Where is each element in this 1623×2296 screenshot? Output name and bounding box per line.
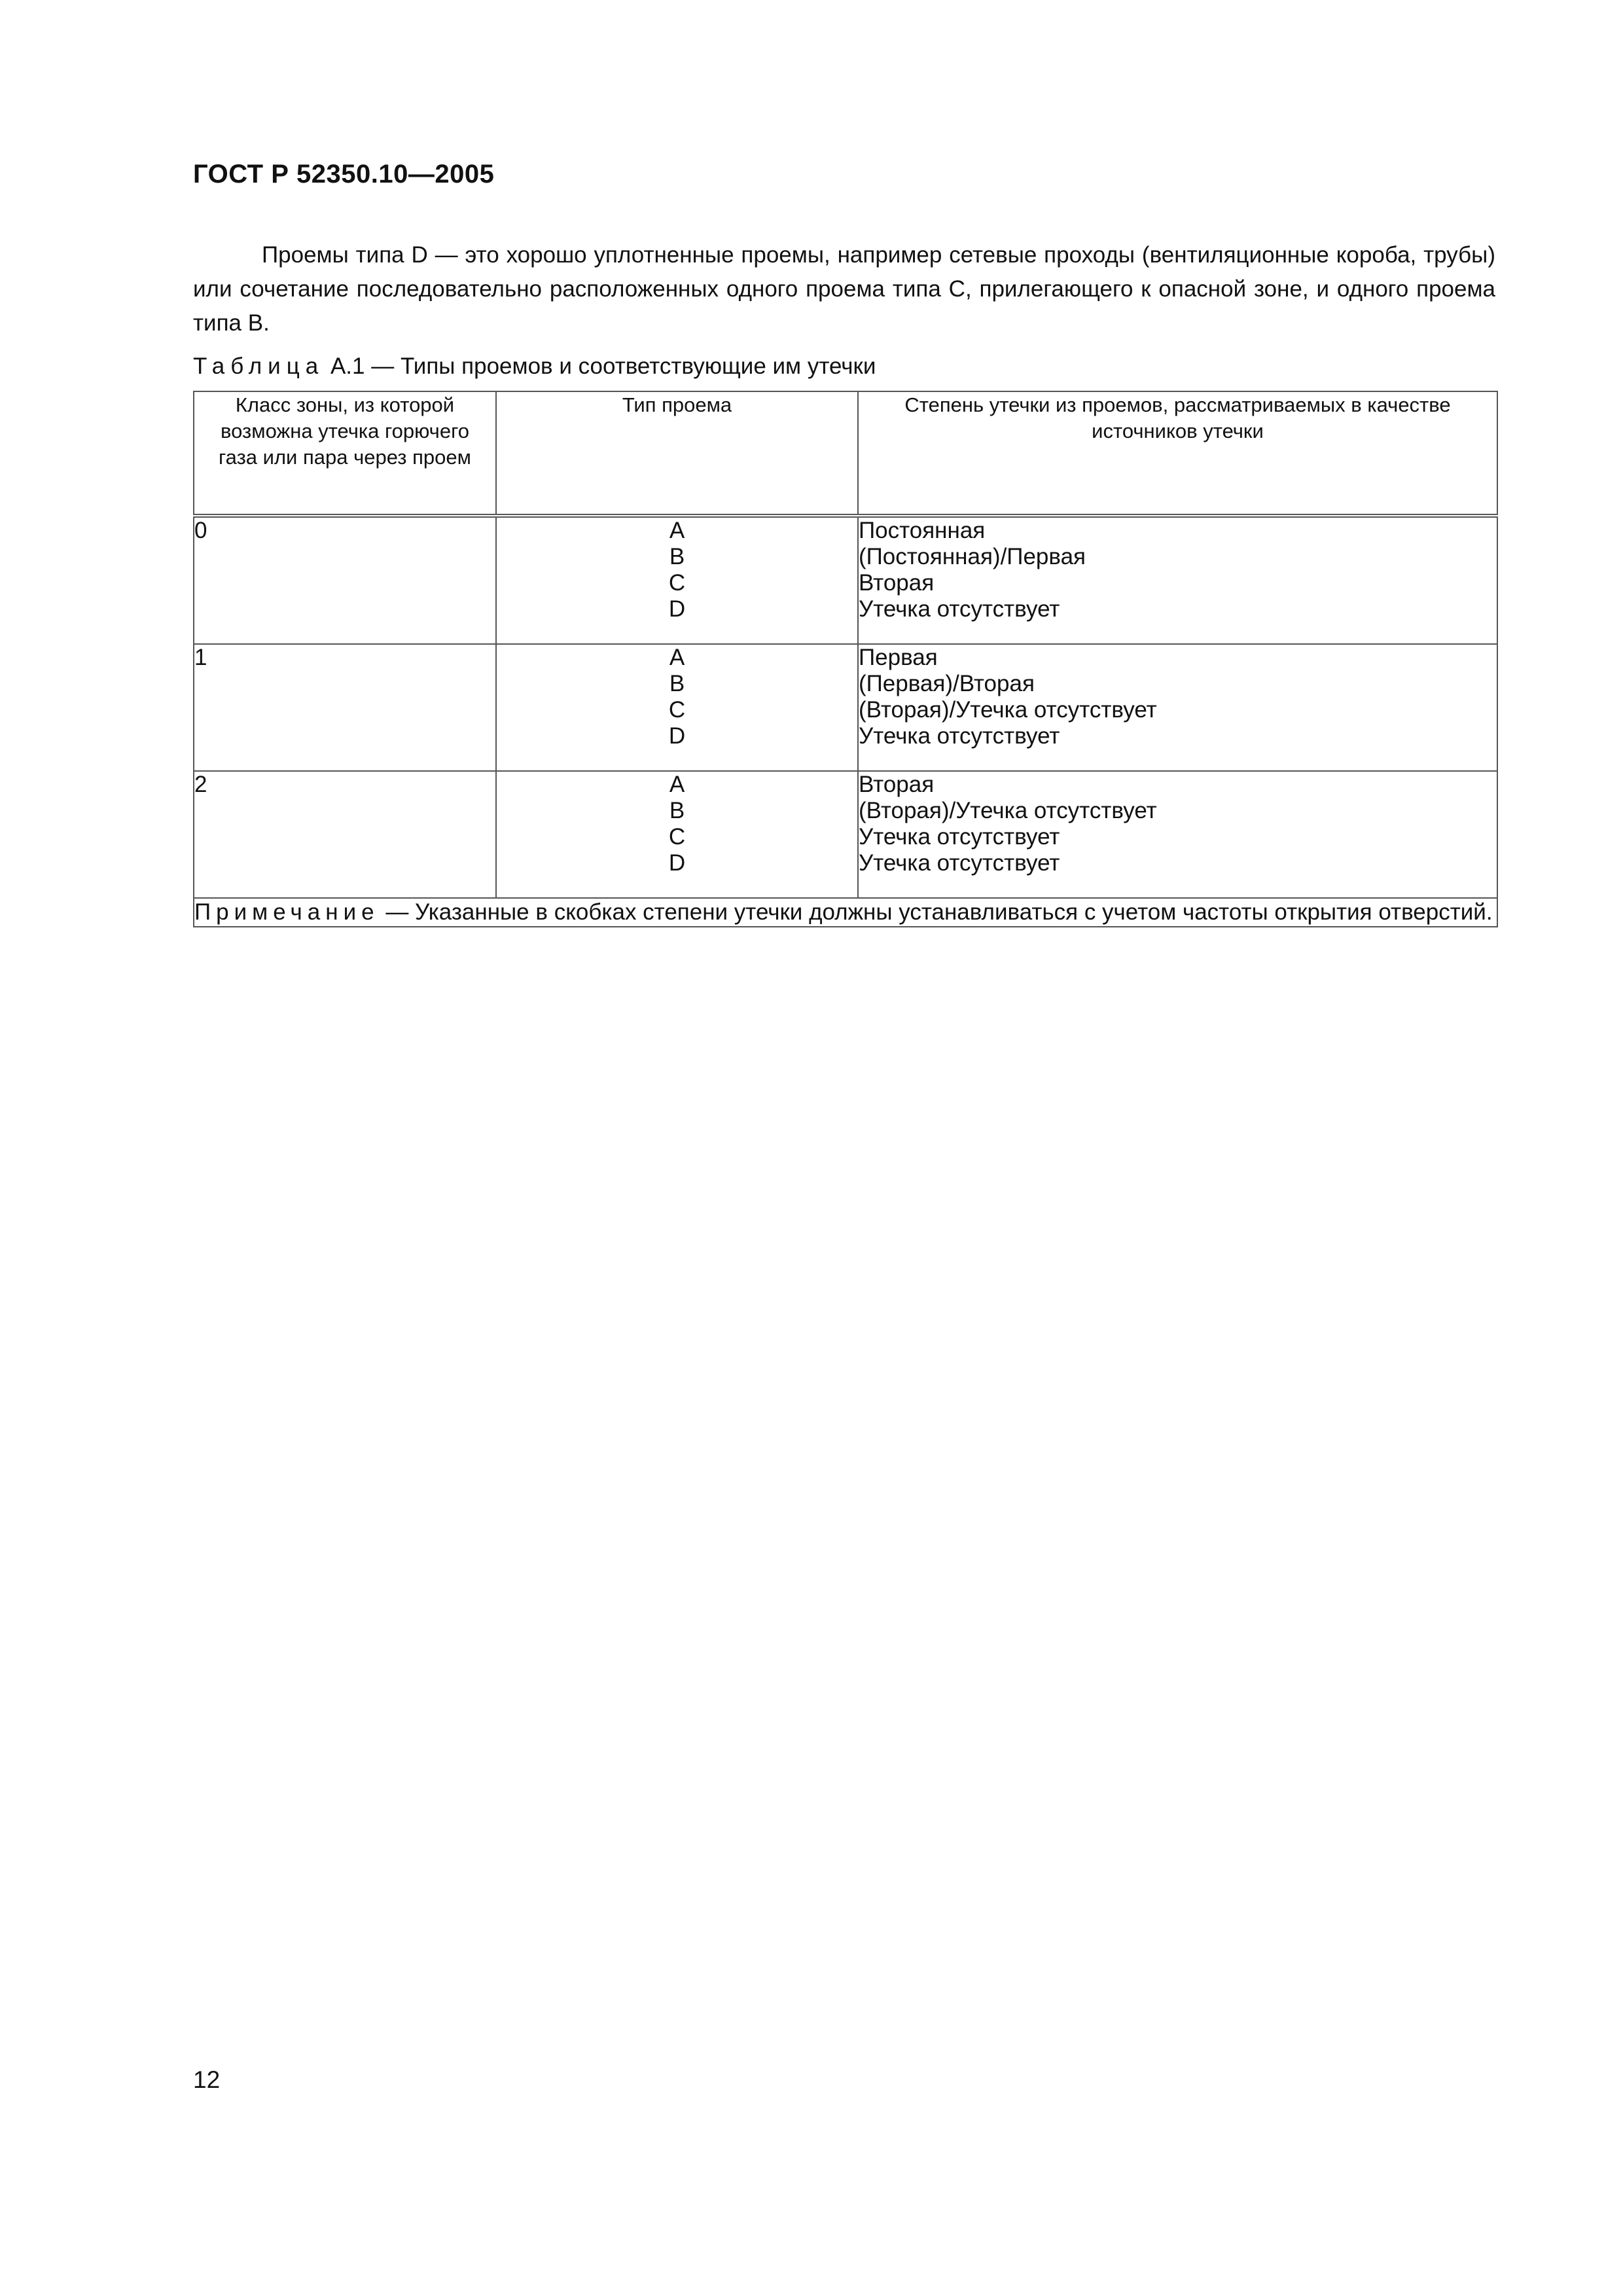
levels-cell xyxy=(858,771,1497,898)
column-header-leak-level-text: Степень утечки из проемов, рассматриваемых в качестве источников утечки xyxy=(904,393,1451,442)
type-value: A xyxy=(669,518,685,543)
document-code: ГОСТ Р 52350.10—2005 xyxy=(193,160,495,188)
table-row xyxy=(194,644,1497,771)
table-note xyxy=(194,898,1497,927)
column-header-zone-class-text: Класс зоны, из которой возможна утечка горючего газа или пара через проем xyxy=(219,393,471,469)
zone-cell: 0 xyxy=(194,516,496,644)
column-header-zone-class xyxy=(194,391,496,516)
types-cell xyxy=(496,516,858,644)
levels-cell xyxy=(858,516,1497,644)
table-header-row xyxy=(194,391,1497,516)
level-value: Утечка отсутствует xyxy=(859,723,1060,749)
table-row xyxy=(194,516,1497,644)
level-value: Первая xyxy=(859,645,938,670)
type-value: A xyxy=(669,772,685,797)
table-note-label: Примечание xyxy=(194,899,380,925)
level-value: Вторая xyxy=(859,772,935,797)
level-value: (Постоянная)/Первая xyxy=(859,544,1086,569)
body-paragraph: Проемы типа D — это хорошо уплотненные проемы, например сетевые проходы (вентиляционные короба, трубы) или сочетание последовательно расположенных одного проема типа C, прилегающего к опасной зоне, и одного проема типа B. xyxy=(193,242,1495,336)
column-header-opening-type xyxy=(496,391,858,516)
level-value: Утечка отсутствует xyxy=(859,824,1060,850)
types-cell xyxy=(496,644,858,771)
type-value: A xyxy=(669,645,685,670)
type-value: C xyxy=(668,697,686,723)
zone-cell: 1 xyxy=(194,644,496,771)
column-header-leak-level xyxy=(858,391,1497,516)
table-caption xyxy=(193,353,876,380)
level-value: (Вторая)/Утечка отсутствует xyxy=(859,697,1157,723)
zone-cell: 2 xyxy=(194,771,496,898)
level-value: Постоянная xyxy=(859,518,986,543)
table-caption-label: Таблица xyxy=(193,353,325,379)
table-note-row xyxy=(194,898,1497,927)
type-value: D xyxy=(668,723,686,749)
level-value: Вторая xyxy=(859,570,935,596)
level-value: Утечка отсутствует xyxy=(859,596,1060,622)
level-value: (Вторая)/Утечка отсутствует xyxy=(859,798,1157,823)
table-caption-text: А.1 — Типы проемов и соответствующие им утечки xyxy=(324,353,876,379)
type-value: D xyxy=(668,596,686,622)
type-value: C xyxy=(668,824,686,850)
type-value: B xyxy=(669,671,685,696)
type-value: D xyxy=(668,850,686,876)
types-cell xyxy=(496,771,858,898)
table-note-text: — Указанные в скобках степени утечки должны устанавливаться с учетом частоты открытия отверстий. xyxy=(379,899,1493,925)
leak-types-table xyxy=(193,391,1498,927)
type-value: B xyxy=(669,798,685,823)
column-header-opening-type-text: Тип проема xyxy=(622,393,732,416)
level-value: (Первая)/Вторая xyxy=(859,671,1035,696)
levels-cell xyxy=(858,644,1497,771)
page-number: 12 xyxy=(193,2066,221,2093)
level-value: Утечка отсутствует xyxy=(859,850,1060,876)
table-row xyxy=(194,771,1497,898)
type-value: B xyxy=(669,544,685,569)
type-value: C xyxy=(668,570,686,596)
